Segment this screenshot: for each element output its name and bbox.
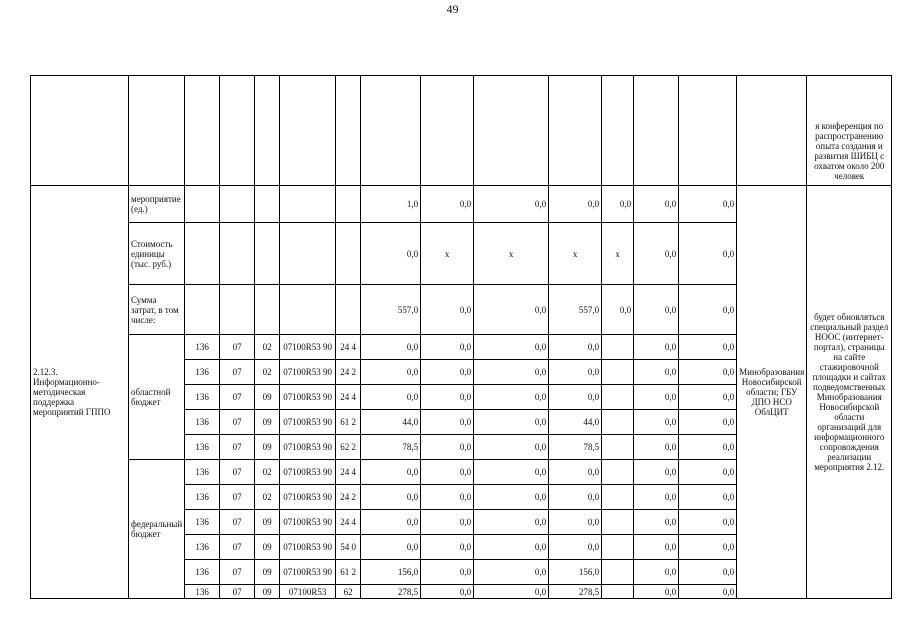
cell: 07100R53 90 [280, 510, 336, 535]
cell: x [421, 223, 474, 285]
cell [602, 385, 634, 410]
cell: 62 [336, 585, 361, 599]
cell: 07 [220, 385, 255, 410]
cell [602, 335, 634, 360]
cell [602, 360, 634, 385]
cell: 0,0 [679, 460, 737, 485]
cell: 136 [185, 510, 220, 535]
cell: 0,0 [361, 460, 421, 485]
cell: 136 [185, 560, 220, 585]
cell: x [474, 223, 549, 285]
cell: 0,0 [474, 485, 549, 510]
cell: 0,0 [474, 460, 549, 485]
cell: 0,0 [549, 360, 602, 385]
cell: 24 4 [336, 385, 361, 410]
cell: 0,0 [602, 186, 634, 223]
cell [602, 510, 634, 535]
cell: 07100R53 90 [280, 385, 336, 410]
cell: 0,0 [634, 410, 679, 435]
cell: 0,0 [549, 460, 602, 485]
cell: 0,0 [679, 585, 737, 599]
cell: 07100R53 90 [280, 485, 336, 510]
cell: 0,0 [679, 385, 737, 410]
cell: 136 [185, 360, 220, 385]
cell: 0,0 [421, 385, 474, 410]
cell: 44,0 [549, 410, 602, 435]
cell: 0,0 [634, 585, 679, 599]
cell: 0,0 [634, 385, 679, 410]
cell: 54 0 [336, 535, 361, 560]
cell: 0,0 [634, 560, 679, 585]
cell: 0,0 [474, 186, 549, 223]
cell: 02 [255, 335, 280, 360]
cell: x [549, 223, 602, 285]
cell: 136 [185, 435, 220, 460]
cell: 02 [255, 360, 280, 385]
cell: 0,0 [421, 585, 474, 599]
cell: 07 [220, 560, 255, 585]
cell [602, 460, 634, 485]
cell: 136 [185, 535, 220, 560]
cell: 278,5 [361, 585, 421, 599]
cell: 0,0 [634, 460, 679, 485]
cell: 0,0 [474, 285, 549, 335]
cell: 09 [255, 535, 280, 560]
cell: 0,0 [421, 510, 474, 535]
cell: x [602, 223, 634, 285]
cell: 07100R53 [280, 585, 336, 599]
cell: 44,0 [361, 410, 421, 435]
cell [602, 585, 634, 599]
cell: 0,0 [474, 335, 549, 360]
cell: 1,0 [361, 186, 421, 223]
cell: 0,0 [361, 360, 421, 385]
cell [602, 560, 634, 585]
cell: 136 [185, 335, 220, 360]
cell: 24 4 [336, 460, 361, 485]
cell: 0,0 [679, 285, 737, 335]
cell: 0,0 [679, 510, 737, 535]
cell: 0,0 [421, 335, 474, 360]
cell: 0,0 [421, 285, 474, 335]
cell: 0,0 [421, 485, 474, 510]
cell: 136 [185, 410, 220, 435]
executor: Минобразования Новосибирской области; ГБУ ДПО НСО ОблЦИТ [737, 186, 807, 599]
cell: 0,0 [474, 535, 549, 560]
cell: 0,0 [421, 360, 474, 385]
row-label: Сумма затрат, в том числе: [129, 285, 185, 335]
cell: 07 [220, 535, 255, 560]
cell: 0,0 [679, 410, 737, 435]
cell: 0,0 [679, 560, 737, 585]
cell: 0,0 [634, 335, 679, 360]
cell: 07100R53 90 [280, 410, 336, 435]
cell: 0,0 [549, 186, 602, 223]
cell: 0,0 [679, 360, 737, 385]
top-note: я конференция по распространению опыта создания и развития ШИБЦ с охватом около 200 человек [807, 76, 892, 186]
cell: 07100R53 90 [280, 435, 336, 460]
cell: 0,0 [549, 535, 602, 560]
cell: 09 [255, 560, 280, 585]
cell: 0,0 [421, 460, 474, 485]
cell: 0,0 [361, 385, 421, 410]
cell: 0,0 [361, 223, 421, 285]
cell: 07100R53 90 [280, 335, 336, 360]
cell: 0,0 [361, 510, 421, 535]
cell: 278,5 [549, 585, 602, 599]
group-label: областной бюджет [129, 335, 185, 460]
row-label: мероприятие (ед.) [129, 186, 185, 223]
cell [602, 435, 634, 460]
cell: 0,0 [634, 285, 679, 335]
cell: 0,0 [361, 335, 421, 360]
cell: 61 2 [336, 410, 361, 435]
cell [602, 410, 634, 435]
cell: 07 [220, 485, 255, 510]
cell: 0,0 [361, 485, 421, 510]
cell: 07100R53 90 [280, 460, 336, 485]
cell [602, 535, 634, 560]
cell: 07 [220, 460, 255, 485]
cell: 0,0 [474, 560, 549, 585]
cell: 0,0 [679, 435, 737, 460]
cell: 02 [255, 460, 280, 485]
cell: 0,0 [474, 360, 549, 385]
cell: 09 [255, 435, 280, 460]
cell: 62 2 [336, 435, 361, 460]
cell: 07 [220, 585, 255, 599]
cell: 07 [220, 335, 255, 360]
cell: 156,0 [549, 560, 602, 585]
cell: 0,0 [421, 535, 474, 560]
cell: 0,0 [421, 186, 474, 223]
cell: 0,0 [474, 585, 549, 599]
cell: 0,0 [474, 435, 549, 460]
group-label: федеральный бюджет [129, 460, 185, 599]
cell: 0,0 [549, 510, 602, 535]
cell: 61 2 [336, 560, 361, 585]
cell: 0,0 [679, 535, 737, 560]
cell: 0,0 [634, 223, 679, 285]
cell: 0,0 [634, 510, 679, 535]
cell: 0,0 [549, 385, 602, 410]
cell: 24 4 [336, 335, 361, 360]
cell: 07100R53 90 [280, 560, 336, 585]
cell: 0,0 [361, 535, 421, 560]
cell: 24 2 [336, 485, 361, 510]
cell: 02 [255, 485, 280, 510]
continuation-row [31, 76, 892, 186]
cell: 156,0 [361, 560, 421, 585]
cell: 09 [255, 410, 280, 435]
cell: 136 [185, 460, 220, 485]
page-number: 49 [446, 2, 459, 16]
row-label: Стоимость единицы (тыс. руб.) [129, 223, 185, 285]
cell: 0,0 [474, 385, 549, 410]
cell: 0,0 [421, 410, 474, 435]
cell: 0,0 [549, 335, 602, 360]
cell: 0,0 [421, 560, 474, 585]
result-description: будет обновляться специальный раздел НООС (интернет-портал), страницы на сайте стажировочной площадки и сайтах подведомственных Минобразования Новосибирской области организаций для информационного сопровождения реализации мероприятия 2.12. [807, 186, 892, 599]
cell: 0,0 [634, 485, 679, 510]
cell: 557,0 [361, 285, 421, 335]
cell: 0,0 [634, 435, 679, 460]
cell: 09 [255, 585, 280, 599]
cell: 0,0 [474, 510, 549, 535]
row-measure [31, 186, 892, 223]
item-name: 2.12.3. Информационно-методическая поддержка мероприятий ГППО [31, 186, 129, 599]
cell: 557,0 [549, 285, 602, 335]
cell: 24 4 [336, 510, 361, 535]
cell: 07100R53 90 [280, 360, 336, 385]
cell: 0,0 [421, 435, 474, 460]
cell: 07 [220, 435, 255, 460]
cell [602, 485, 634, 510]
cell: 0,0 [602, 285, 634, 335]
cell: 78,5 [361, 435, 421, 460]
cell: 136 [185, 385, 220, 410]
cell: 78,5 [549, 435, 602, 460]
cell: 0,0 [474, 410, 549, 435]
cell: 136 [185, 585, 220, 599]
cell: 07 [220, 410, 255, 435]
cell: 136 [185, 485, 220, 510]
cell: 0,0 [634, 186, 679, 223]
cell: 0,0 [549, 485, 602, 510]
cell: 0,0 [634, 360, 679, 385]
cell: 0,0 [679, 223, 737, 285]
cell: 0,0 [679, 335, 737, 360]
cell: 07 [220, 360, 255, 385]
cell: 09 [255, 510, 280, 535]
cell: 0,0 [679, 186, 737, 223]
cell: 0,0 [679, 485, 737, 510]
cell: 07100R53 90 [280, 535, 336, 560]
cell: 0,0 [634, 535, 679, 560]
cell: 07 [220, 510, 255, 535]
program-table [30, 75, 892, 599]
cell: 09 [255, 385, 280, 410]
cell: 24 2 [336, 360, 361, 385]
